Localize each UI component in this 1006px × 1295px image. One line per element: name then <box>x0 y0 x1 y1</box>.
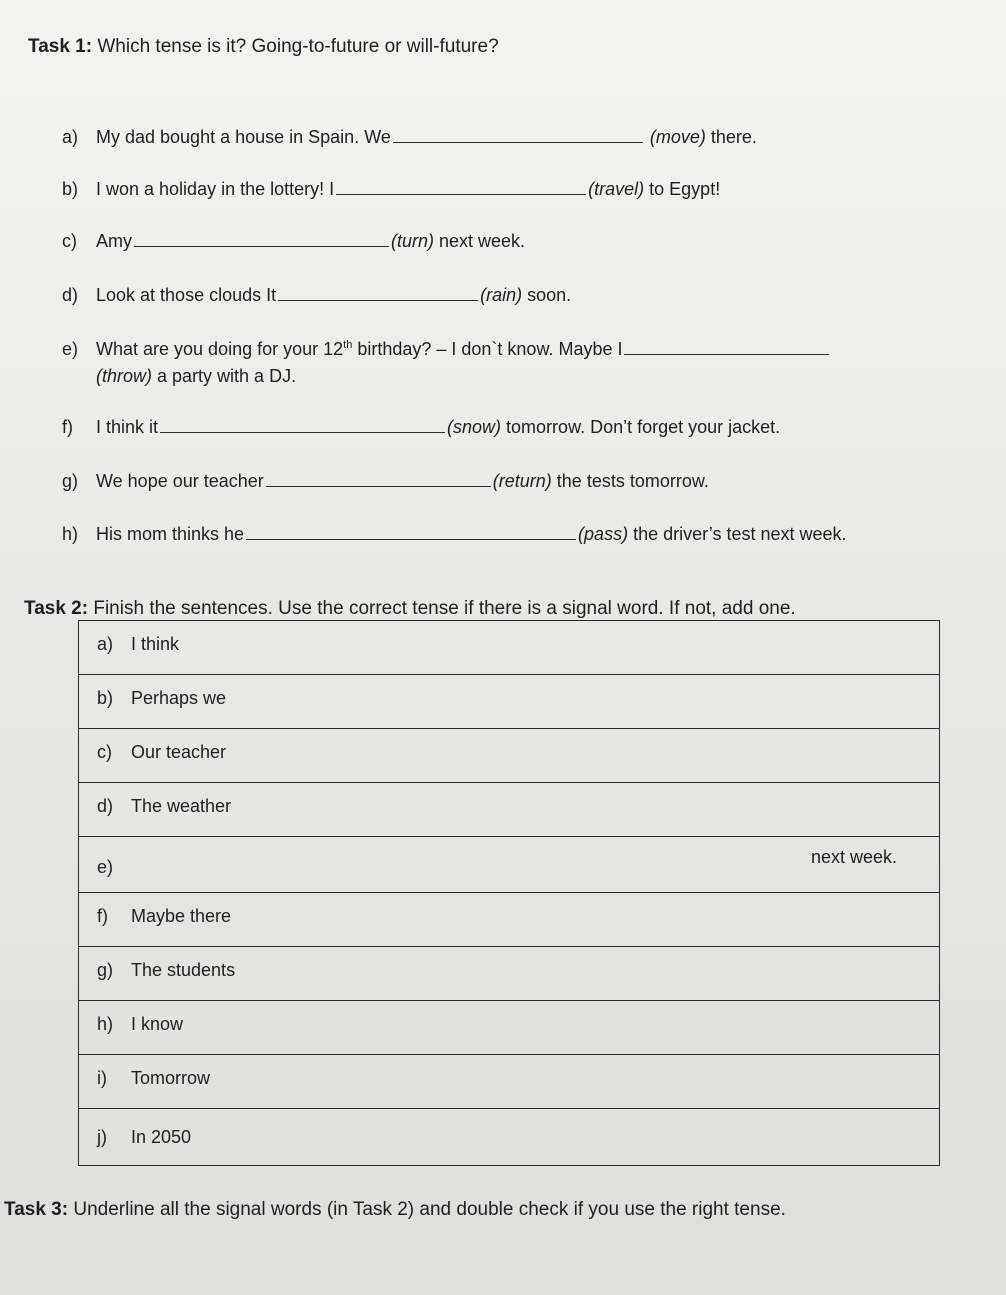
row-right-text: next week. <box>810 847 897 867</box>
answer-blank[interactable] <box>266 472 491 487</box>
row-letter: j) <box>97 1127 107 1147</box>
item-text: Amy <box>96 231 132 251</box>
row-text: Our teacher <box>131 742 227 762</box>
item-tail: the tests tomorrow. <box>551 471 709 491</box>
task3-title: Underline all the signal words (in Task 2) and double check if you use the right tense. <box>73 1199 786 1220</box>
task1-item-e <box>62 339 831 360</box>
table-row[interactable] <box>79 783 939 837</box>
item-text-mid: birthday? – I don`t know. Maybe I <box>352 339 623 359</box>
task1-item-a <box>62 127 757 148</box>
ordinal-suffix: th <box>343 339 353 351</box>
row-text: The weather <box>131 796 232 816</box>
table-row[interactable] <box>79 893 939 947</box>
verb-hint: (turn) <box>391 231 435 251</box>
item-text: My dad bought a house in Spain. We <box>96 127 391 147</box>
table-row[interactable] <box>79 621 939 675</box>
verb-hint: (move) <box>649 127 706 147</box>
item-letter: c) <box>62 231 77 251</box>
table-row[interactable] <box>79 729 939 783</box>
item-tail: a party with a DJ. <box>152 366 297 386</box>
row-text: Perhaps we <box>131 688 227 708</box>
answer-blank[interactable] <box>624 340 829 355</box>
verb-hint: (rain) <box>480 285 523 305</box>
item-text: I won a holiday in the lottery! I <box>96 179 335 199</box>
item-tail: next week. <box>434 231 526 251</box>
item-letter: b) <box>62 179 79 199</box>
item-text: What are you doing for your 12 <box>96 339 344 359</box>
item-text: Look at those clouds It <box>96 285 277 305</box>
answer-blank[interactable] <box>160 418 445 433</box>
verb-hint: (pass) <box>578 524 629 544</box>
answer-blank[interactable] <box>278 286 478 301</box>
item-letter: g) <box>62 471 79 491</box>
verb-hint: (throw) <box>96 366 153 386</box>
task1-label: Task 1: <box>28 36 93 57</box>
verb-hint: (return) <box>492 471 552 491</box>
item-letter: d) <box>62 285 79 305</box>
item-text: His mom thinks he <box>96 524 245 544</box>
row-text: The students <box>131 960 236 980</box>
item-text: We hope our teacher <box>96 471 264 491</box>
answer-blank[interactable] <box>246 525 576 540</box>
table-row[interactable] <box>79 675 939 729</box>
row-text: I think <box>131 634 180 654</box>
task1-item-e-cont <box>96 366 296 387</box>
task1-title: Which tense is it? Going-to-future or will-future? <box>97 36 499 57</box>
answer-blank[interactable] <box>134 232 389 247</box>
row-letter: i) <box>97 1068 107 1088</box>
row-text: Maybe there <box>131 906 232 926</box>
item-letter: a) <box>62 127 79 147</box>
task3-heading <box>4 1199 786 1221</box>
row-letter: e) <box>97 857 114 877</box>
task1-item-h <box>62 524 847 545</box>
item-tail: there. <box>705 127 757 147</box>
task1-item-d <box>62 285 571 306</box>
task2-label: Task 2: <box>24 598 89 619</box>
item-tail: tomorrow. Don’t forget your jacket. <box>501 417 781 437</box>
row-letter: f) <box>97 906 108 926</box>
row-letter: g) <box>97 960 114 980</box>
table-row[interactable] <box>79 1055 939 1109</box>
task3-label: Task 3: <box>4 1199 69 1220</box>
task2-title: Finish the sentences. Use the correct tense if there is a signal word. If not, add one. <box>93 598 796 619</box>
verb-hint: (snow) <box>447 417 502 437</box>
item-letter: f) <box>62 417 73 437</box>
task1-item-f <box>62 417 780 438</box>
item-tail: soon. <box>522 285 572 305</box>
item-text: I think it <box>96 417 159 437</box>
item-letter: h) <box>62 524 79 544</box>
row-letter: d) <box>97 796 114 816</box>
item-tail: the driver’s test next week. <box>628 524 847 544</box>
task2-heading <box>24 598 796 620</box>
task1-item-c <box>62 231 525 252</box>
item-tail: to Egypt! <box>644 179 721 199</box>
row-text: In 2050 <box>131 1127 192 1147</box>
row-text: I know <box>131 1014 184 1034</box>
answer-blank[interactable] <box>336 180 586 195</box>
row-letter: b) <box>97 688 114 708</box>
task1-item-g <box>62 471 709 492</box>
row-letter: c) <box>97 742 112 762</box>
row-text: Tomorrow <box>131 1068 211 1088</box>
task1-item-b <box>62 179 720 200</box>
row-letter: a) <box>97 634 114 654</box>
answer-blank[interactable] <box>393 128 643 143</box>
verb-hint: (travel) <box>588 179 645 199</box>
table-row[interactable] <box>79 947 939 1001</box>
row-letter: h) <box>97 1014 114 1034</box>
item-letter: e) <box>62 339 79 359</box>
table-row[interactable] <box>79 1109 939 1166</box>
table-row[interactable] <box>79 837 939 893</box>
answer-table <box>78 620 940 1166</box>
table-row[interactable] <box>79 1001 939 1055</box>
task1-heading <box>28 36 499 58</box>
